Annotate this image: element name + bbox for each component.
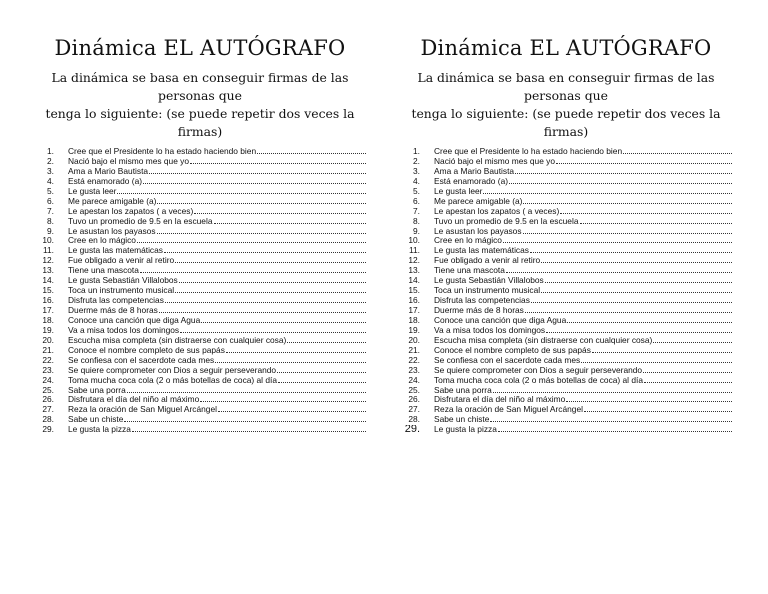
signature-line[interactable] <box>541 286 732 293</box>
list-item <box>396 177 736 187</box>
item-number: 8. <box>47 216 54 226</box>
list-item <box>396 227 736 237</box>
list-item <box>396 147 736 157</box>
item-number: 9. <box>413 226 420 236</box>
signature-line[interactable] <box>592 346 732 353</box>
item-text: Conoce una canción que diga Agua <box>68 315 201 325</box>
signature-line[interactable] <box>581 356 732 363</box>
list-item <box>30 286 370 296</box>
item-number: 3. <box>47 166 54 176</box>
list-item <box>30 386 370 396</box>
list-item <box>30 356 370 366</box>
signature-list <box>30 147 370 435</box>
signature-line[interactable] <box>556 157 732 164</box>
list-item <box>30 346 370 356</box>
item-text: Sabe una porra <box>434 385 492 395</box>
list-item <box>396 376 736 386</box>
list-item <box>396 207 736 217</box>
item-text: Tiene una mascota <box>68 266 139 276</box>
signature-line[interactable] <box>643 366 732 373</box>
list-item <box>30 336 370 346</box>
signature-line[interactable] <box>124 415 366 422</box>
item-number: 7. <box>47 206 54 216</box>
signature-line[interactable] <box>194 207 366 214</box>
list-item <box>30 316 370 326</box>
list-item <box>396 405 736 415</box>
item-number: 11. <box>42 246 54 256</box>
signature-line[interactable] <box>190 157 366 164</box>
item-text: Toca un instrumento musical <box>68 286 175 296</box>
item-text: Ama a Mario Bautista <box>434 166 515 176</box>
item-number: 23. <box>408 365 420 375</box>
list-item <box>396 415 736 425</box>
intro-line-2: tenga lo siguiente: (se puede repetir dos veces la firmas) <box>45 106 355 139</box>
item-text: Toma mucha coca cola (2 o más botellas de coca) al día <box>68 375 278 385</box>
signature-line[interactable] <box>278 376 366 383</box>
list-item <box>30 376 370 386</box>
list-item <box>396 296 736 306</box>
sheet-intro <box>396 69 736 141</box>
item-text: Va a misa todos los domingos <box>68 325 180 335</box>
signature-line[interactable] <box>165 296 366 303</box>
list-item <box>396 386 736 396</box>
list-item <box>30 395 370 405</box>
item-text: Le asustan los payasos <box>68 226 156 236</box>
item-number: 22. <box>42 355 54 365</box>
item-number: 8. <box>413 216 420 226</box>
item-text: Nació bajo el mismo mes que yo <box>434 156 556 166</box>
item-text: Disfrutara el día del niño al máximo <box>68 395 200 405</box>
item-text: Se quiere comprometer con Dios a seguir perseverando <box>434 365 643 375</box>
list-item <box>396 425 736 435</box>
item-number: 16. <box>408 296 420 306</box>
signature-line[interactable] <box>137 236 366 243</box>
item-text: Sabe un chiste <box>68 415 124 425</box>
item-number: 19. <box>42 325 54 335</box>
item-number: 24. <box>42 375 54 385</box>
item-number: 25. <box>408 385 420 395</box>
list-item <box>30 197 370 207</box>
item-number: 14. <box>408 276 420 286</box>
list-item <box>30 405 370 415</box>
signature-line[interactable] <box>531 296 732 303</box>
item-number: 27. <box>42 405 54 415</box>
signature-line[interactable] <box>117 187 366 194</box>
item-number: 9. <box>47 226 54 236</box>
item-text: Le gusta la pizza <box>434 425 497 435</box>
signature-line[interactable] <box>490 415 732 422</box>
item-number: 29. <box>404 425 420 436</box>
item-text: Se confiesa con el sacerdote cada mes <box>434 355 581 365</box>
item-number: 17. <box>42 306 54 315</box>
signature-line[interactable] <box>483 187 732 194</box>
signature-line[interactable] <box>566 395 732 402</box>
signature-line[interactable] <box>653 336 732 343</box>
signature-line[interactable] <box>493 386 732 393</box>
item-text: Conoce el nombre completo de sus papás <box>68 345 225 355</box>
list-item <box>396 236 736 246</box>
intro-line-1: La dinámica se basa en conseguir firmas de las personas que <box>51 70 349 103</box>
item-text: Tuvo un promedio de 9.5 en la escuela <box>68 216 213 226</box>
item-text: Cree que el Presidente lo ha estado haciendo bien <box>68 147 257 156</box>
signature-line[interactable] <box>140 266 366 273</box>
list-item <box>30 246 370 256</box>
item-text: Escucha misa completa (sin distraerse con cualquier cosa) <box>68 335 287 345</box>
signature-line[interactable] <box>644 376 732 383</box>
list-item <box>396 187 736 197</box>
list-item <box>30 177 370 187</box>
item-text: Le gusta leer <box>68 186 117 196</box>
signature-line[interactable] <box>523 197 732 204</box>
item-text: Disfrutara el día del niño al máximo <box>434 395 566 405</box>
list-item <box>396 246 736 256</box>
signature-line[interactable] <box>200 395 366 402</box>
item-number: 12. <box>408 256 420 266</box>
item-number: 1. <box>47 147 54 156</box>
item-number: 11. <box>408 246 420 256</box>
item-number: 20. <box>408 335 420 345</box>
signature-line[interactable] <box>149 167 366 174</box>
item-number: 23. <box>42 365 54 375</box>
item-text: Sabe una porra <box>68 385 126 395</box>
item-text: Duerme más de 8 horas <box>68 306 158 315</box>
item-text: Se confiesa con el sacerdote cada mes <box>68 355 215 365</box>
item-number: 10. <box>42 236 54 246</box>
list-item <box>396 336 736 346</box>
intro-line-1: La dinámica se basa en conseguir firmas de las personas que <box>417 70 715 103</box>
signature-line[interactable] <box>580 217 733 224</box>
list-item <box>396 157 736 167</box>
signature-line[interactable] <box>201 316 366 323</box>
list-item <box>396 276 736 286</box>
signature-line[interactable] <box>515 167 732 174</box>
list-item <box>396 306 736 316</box>
item-text: Conoce una canción que diga Agua <box>434 315 567 325</box>
signature-line[interactable] <box>159 306 366 313</box>
item-text: Está enamorado (a) <box>68 176 143 186</box>
sheet-title: Dinámica EL AUTÓGRAFO <box>420 36 712 60</box>
signature-line[interactable] <box>164 246 366 253</box>
signature-line[interactable] <box>567 316 732 323</box>
item-text: Le gusta la pizza <box>68 425 131 435</box>
item-text: Tuvo un promedio de 9.5 en la escuela <box>434 216 579 226</box>
item-number: 15. <box>42 286 54 296</box>
signature-line[interactable] <box>503 236 732 243</box>
item-number: 13. <box>408 266 420 276</box>
item-number: 6. <box>47 196 54 206</box>
list-item <box>30 207 370 217</box>
item-number: 21. <box>42 345 54 355</box>
item-number: 4. <box>47 176 54 186</box>
signature-line[interactable] <box>179 276 366 283</box>
item-number: 13. <box>42 266 54 276</box>
item-number: 28. <box>408 415 420 425</box>
signature-line[interactable] <box>560 207 732 214</box>
signature-line[interactable] <box>545 276 732 283</box>
item-text: Reza la oración de San Miguel Arcángel <box>68 405 217 415</box>
item-number: 17. <box>408 306 420 315</box>
item-text: Disfruta las competencias <box>434 296 530 306</box>
item-text: Sabe un chiste <box>434 415 490 425</box>
sheet-intro <box>30 69 370 141</box>
item-text: Cree en lo mágico <box>434 236 502 246</box>
item-text: Cree que el Presidente lo ha estado haciendo bien <box>434 147 623 156</box>
item-text: Me parece amigable (a) <box>434 196 523 206</box>
signature-line[interactable] <box>157 227 366 234</box>
signature-line[interactable] <box>215 356 366 363</box>
list-item <box>30 425 370 435</box>
list-item <box>30 236 370 246</box>
signature-line[interactable] <box>132 425 366 432</box>
signature-line[interactable] <box>257 147 366 154</box>
list-item <box>30 256 370 266</box>
item-text: Le apestan los zapatos ( a veces) <box>434 206 560 216</box>
signature-line[interactable] <box>277 366 366 373</box>
signature-line[interactable] <box>623 147 732 154</box>
item-text: Me parece amigable (a) <box>68 196 157 206</box>
list-item <box>30 306 370 316</box>
item-text: Le gusta Sebastián Villalobos <box>68 276 178 286</box>
item-text: Fue obligado a venir al retiro <box>68 256 175 266</box>
list-item <box>30 187 370 197</box>
list-item <box>396 395 736 405</box>
list-item <box>396 366 736 376</box>
list-item <box>396 286 736 296</box>
item-text: Reza la oración de San Miguel Arcángel <box>434 405 583 415</box>
item-text: Está enamorado (a) <box>434 176 509 186</box>
signature-line[interactable] <box>525 306 732 313</box>
signature-line[interactable] <box>498 425 732 432</box>
item-text: Le gusta las matemáticas <box>434 246 529 256</box>
signature-line[interactable] <box>214 217 367 224</box>
list-item <box>30 266 370 276</box>
item-text: Se quiere comprometer con Dios a seguir perseverando <box>68 365 277 375</box>
signature-line[interactable] <box>175 286 366 293</box>
list-item <box>396 356 736 366</box>
item-text: Toma mucha coca cola (2 o más botellas de coca) al día <box>434 375 644 385</box>
item-text: Le gusta las matemáticas <box>68 246 163 256</box>
item-number: 12. <box>42 256 54 266</box>
item-number: 27. <box>408 405 420 415</box>
item-number: 5. <box>47 186 54 196</box>
item-text: Tiene una mascota <box>434 266 505 276</box>
list-item <box>396 217 736 227</box>
item-text: Escucha misa completa (sin distraerse con cualquier cosa) <box>434 335 653 345</box>
item-number: 24. <box>408 375 420 385</box>
item-number: 2. <box>47 156 54 166</box>
item-number: 25. <box>42 385 54 395</box>
item-number: 2. <box>413 156 420 166</box>
item-text: Nació bajo el mismo mes que yo <box>68 156 190 166</box>
item-number: 7. <box>413 206 420 216</box>
item-text: Toca un instrumento musical <box>434 286 541 296</box>
item-number: 5. <box>413 186 420 196</box>
signature-line[interactable] <box>143 177 366 184</box>
signature-line[interactable] <box>523 227 732 234</box>
sheet-title: Dinámica EL AUTÓGRAFO <box>54 36 346 60</box>
list-item <box>30 157 370 167</box>
item-number: 26. <box>42 395 54 405</box>
item-number: 21. <box>408 345 420 355</box>
item-number: 10. <box>408 236 420 246</box>
list-item <box>30 276 370 286</box>
item-text: Le gusta leer <box>434 186 483 196</box>
list-item <box>30 217 370 227</box>
item-text: Cree en lo mágico <box>68 236 136 246</box>
item-text: Ama a Mario Bautista <box>68 166 149 176</box>
signature-line[interactable] <box>584 405 732 412</box>
item-number: 18. <box>408 315 420 325</box>
signature-line[interactable] <box>218 405 366 412</box>
signature-line[interactable] <box>541 256 732 263</box>
autograph-sheet-left <box>30 34 370 435</box>
item-number: 3. <box>413 166 420 176</box>
intro-line-2: tenga lo siguiente: (se puede repetir dos veces la firmas) <box>411 106 721 139</box>
item-number: 14. <box>42 276 54 286</box>
signature-line[interactable] <box>546 326 732 333</box>
list-item <box>396 256 736 266</box>
signature-line[interactable] <box>157 197 366 204</box>
list-item <box>30 296 370 306</box>
signature-line[interactable] <box>287 336 366 343</box>
list-item <box>30 227 370 237</box>
item-number: 4. <box>413 176 420 186</box>
list-item <box>396 197 736 207</box>
autograph-sheet-right <box>396 34 736 435</box>
list-item <box>396 266 736 276</box>
item-number: 29. <box>42 425 54 435</box>
item-text: Le gusta Sebastián Villalobos <box>434 276 544 286</box>
item-text: Fue obligado a venir al retiro <box>434 256 541 266</box>
item-number: 20. <box>42 335 54 345</box>
list-item <box>30 415 370 425</box>
item-text: Va a misa todos los domingos <box>434 325 546 335</box>
item-number: 16. <box>42 296 54 306</box>
signature-line[interactable] <box>127 386 366 393</box>
signature-list <box>396 147 736 435</box>
list-item <box>30 167 370 177</box>
item-text: Le apestan los zapatos ( a veces) <box>68 206 194 216</box>
list-item <box>30 366 370 376</box>
signature-line[interactable] <box>506 266 732 273</box>
list-item <box>30 326 370 336</box>
list-item <box>396 167 736 177</box>
signature-line[interactable] <box>175 256 366 263</box>
item-text: Disfruta las competencias <box>68 296 164 306</box>
signature-line[interactable] <box>530 246 732 253</box>
item-number: 18. <box>42 315 54 325</box>
item-number: 19. <box>408 325 420 335</box>
item-number: 28. <box>42 415 54 425</box>
item-number: 22. <box>408 355 420 365</box>
item-text: Conoce el nombre completo de sus papás <box>434 345 591 355</box>
item-number: 1. <box>413 147 420 156</box>
list-item <box>30 147 370 157</box>
signature-line[interactable] <box>509 177 732 184</box>
item-text: Le asustan los payasos <box>434 226 522 236</box>
list-item <box>396 316 736 326</box>
list-item <box>396 346 736 356</box>
signature-line[interactable] <box>226 346 366 353</box>
item-number: 15. <box>408 286 420 296</box>
item-number: 6. <box>413 196 420 206</box>
list-item <box>396 326 736 336</box>
item-number: 26. <box>408 395 420 405</box>
signature-line[interactable] <box>180 326 366 333</box>
item-text: Duerme más de 8 horas <box>434 306 524 315</box>
